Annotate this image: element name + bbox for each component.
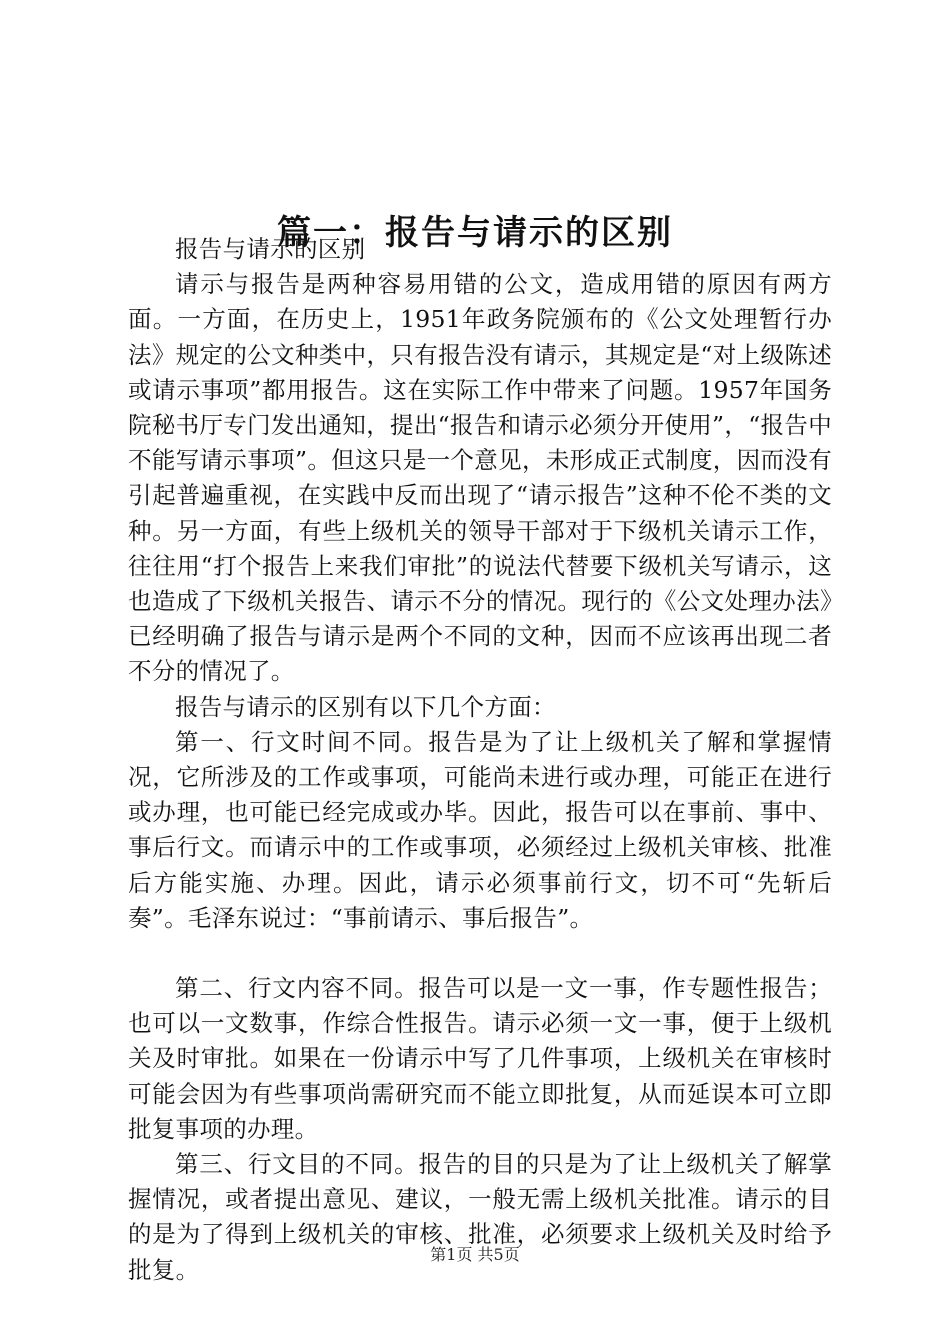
body-paragraph-point-2: 第二、行文内容不同。报告可以是一文一事，作专题性报告；也可以一文数事，作综合性报告。请示必须一文一事，便于上级机关及时审批。如果在一份请示中写了几件事项，上级机关在审核时可能会因为有些事项尚需研究而不能立即批复，从而延误本可立即批复事项的办理。 xyxy=(128,974,832,1143)
body-paragraph-list-lead: 报告与请示的区别有以下几个方面： xyxy=(175,692,556,721)
body-paragraph-point-3: 第三、行文目的不同。报告的目的只是为了让上级机关了解掌握情况，或者提出意见、建议，一般无需上级机关批准。请示的目的是为了得到上级机关的审核、批准，必须要求上级机关及时给予批复。 xyxy=(128,1150,832,1284)
body-paragraph-intro: 请示与报告是两种容易用错的公文，造成用错的原因有两方面。一方面，在历史上，1951年政务院颁布的《公文处理暂行办法》规定的公文种类中，只有报告没有请示，其规定是“对上级陈述或请示事项”都用报告。这在实际工作中带来了问题。1957年国务院秘书厅专门发出通知，提出“报告和请示必须分开使用”，“报告中不能写请示事项”。但这只是一个意见，未形成正式制度，因而没有引起普遍重视，在实践中反而出现了“请示报告”这种不伦不类的文种。另一方面，有些上级机关的领导干部对于下级机关请示工作，往往用“打个报告上来我们审批”的说法代替要下级机关写请示，这也造成了下级机关报告、请示不分的情况。现行的《公文处理办法》已经明确了报告与请示是两个不同的文种，因而不应该再出现二者不分的情况了。 xyxy=(128,270,832,686)
document-title: 篇一：报告与请示的区别 xyxy=(277,212,673,253)
body-paragraph-point-1: 第一、行文时间不同。报告是为了让上级机关了解和掌握情况，它所涉及的工作或事项，可能尚未进行或办理，可能正在进行或办理，也可能已经完成或办毕。因此，报告可以在事前、事中、事后行文。而请示中的工作或事项，必须经过上级机关审核、批准后方能实施、办理。因此，请示必须事前行文，切不可“先斩后奏”。毛泽东说过：“事前请示、事后报告”。 xyxy=(128,727,832,932)
page-number-footer: 第1页 共5页 xyxy=(430,1245,520,1264)
body-subtitle: 报告与请示的区别 xyxy=(175,235,366,263)
document-body xyxy=(128,232,832,1288)
